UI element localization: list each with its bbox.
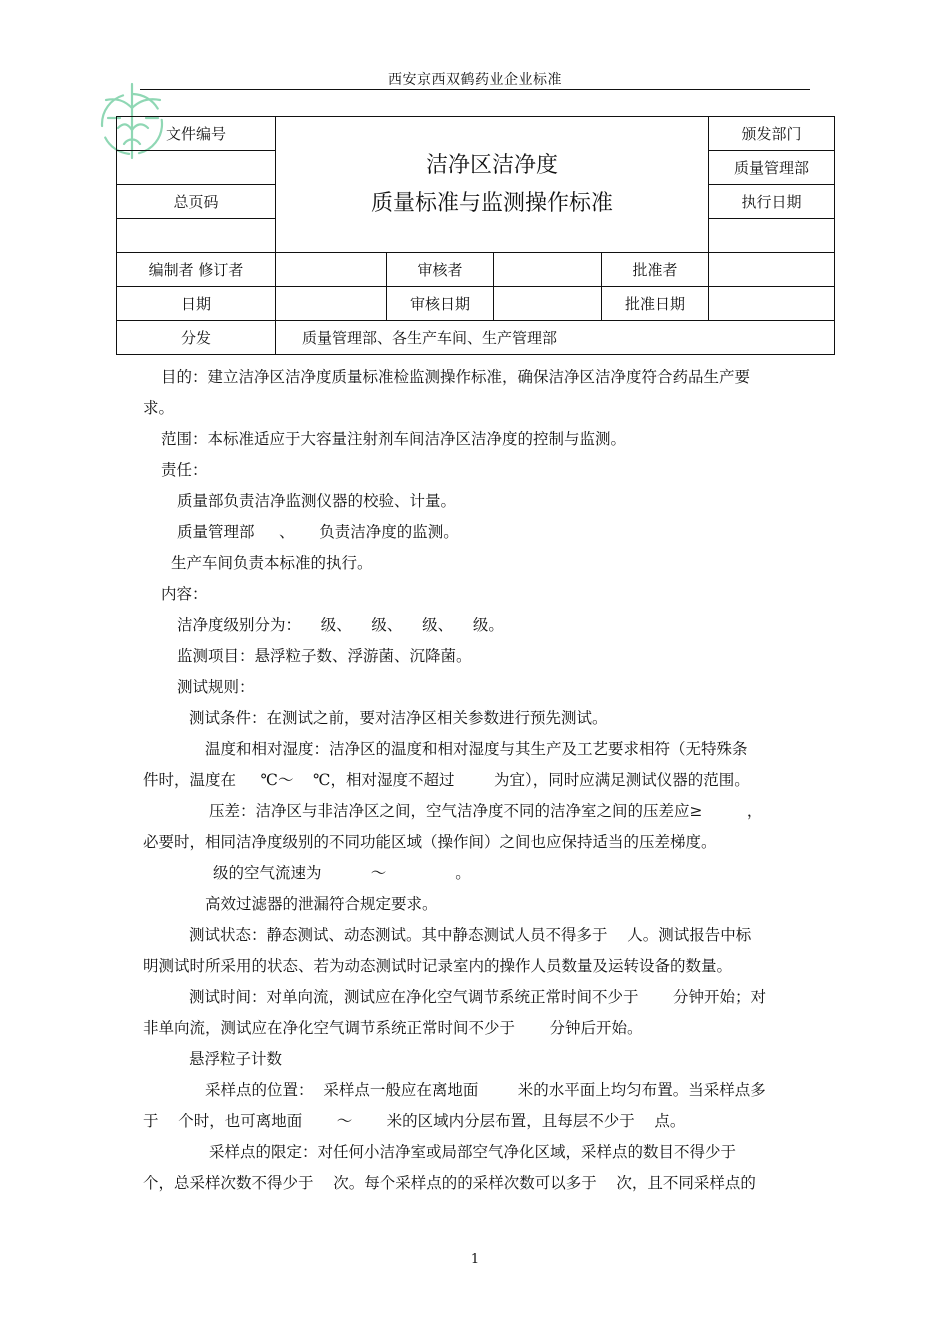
doc-no-label: 文件编号 [117,117,276,151]
temperature-humidity-line-cont: 件时，温度在 ℃～ ℃，相对湿度不超过 为宜），同时应满足测试仪器的范围。 [143,771,750,789]
page-number: 1 [470,1252,480,1267]
approve-date-value [709,287,835,321]
document-body [143,362,803,1199]
effective-date-value [709,219,835,253]
date-label: 日期 [117,287,276,321]
distribution-label: 分发 [117,321,276,355]
test-time-line: 测试时间：对单向流，测试应在净化空气调节系统正常时间不少于 分钟开始；对 [189,988,766,1006]
responsibility-line: 生产车间负责本标准的执行。 [171,554,373,572]
pressure-difference-line-cont: 必要时，相同洁净度级别的不同功能区域（操作间）之间也应保持适当的压差梯度。 [143,833,717,851]
author-label: 编制者 修订者 [117,253,276,287]
reviewer-label: 审核者 [387,253,494,287]
cleanliness-levels-line: 洁净度级别分为： 级、 级、 级、 级。 [177,616,504,634]
company-standard-header: 西安京西双鹤药业企业标准 [388,72,562,88]
purpose-line: 目的：建立洁净区洁净度质量标准检监测操作标准，确保洁净区洁净度符合药品生产要 [161,368,751,386]
issuing-dept-value: 质量管理部 [709,151,835,185]
distribution-value: 质量管理部、各生产车间、生产管理部 [276,321,835,355]
total-pages-value [117,219,276,253]
test-state-line: 测试状态：静态测试、动态测试。其中静态测试人员不得多于 人。测试报告中标 [189,926,752,944]
approver-label: 批准者 [602,253,709,287]
reviewer-value [494,253,602,287]
test-rules-heading: 测试规则： [177,678,255,696]
total-pages-label: 总页码 [117,185,276,219]
approve-date-label: 批准日期 [602,287,709,321]
sampling-limit-line: 采样点的限定：对任何小洁净室或局部空气净化区域，采样点的数目不得少于 [209,1143,737,1161]
responsibility-line: 质量部负责洁净监测仪器的校验、计量。 [177,492,457,510]
temperature-humidity-line: 温度和相对湿度：洁净区的温度和相对湿度与其生产及工艺要求相符（无特殊条 [205,740,748,758]
review-date-label: 审核日期 [387,287,494,321]
effective-date-label: 执行日期 [709,185,835,219]
test-time-line-cont: 非单向流，测试应在净化空气调节系统正常时间不少于 分钟后开始。 [143,1019,643,1037]
sampling-limit-line-cont: 个，总采样次数不得少于 次。每个采样点的的采样次数可以多于 次，且不同采样点的 [143,1174,756,1192]
issuing-dept-label: 颁发部门 [709,117,835,151]
pressure-difference-line: 压差：洁净区与非洁净区之间，空气洁净度不同的洁净室之间的压差应≥ ， [209,802,763,820]
monitoring-items-line: 监测项目：悬浮粒子数、浮游菌、沉降菌。 [177,647,472,665]
author-value [276,253,387,287]
content-heading: 内容： [161,585,208,603]
scope-line: 范围：本标准适应于大容量注射剂车间洁净区洁净度的控制与监测。 [161,430,627,448]
hepa-filter-line: 高效过滤器的泄漏符合规定要求。 [205,895,438,913]
sampling-position-line-cont: 于 个时，也可离地面 ～ 米的区域内分层布置，且每层不少于 点。 [143,1112,686,1130]
sampling-position-line: 采样点的位置： 采样点一般应在离地面 米的水平面上均匀布置。当采样点多 [205,1081,766,1099]
responsibility-heading: 责任： [161,461,208,479]
doc-no-value [117,151,276,185]
date-value [276,287,387,321]
airflow-velocity-line: 级的空气流速为 ～ 。 [213,864,471,882]
responsibility-line: 质量管理部 、 负责洁净度的监测。 [177,523,459,541]
test-conditions-line: 测试条件：在测试之前，要对洁净区相关参数进行预先测试。 [189,709,608,727]
document-meta-table [116,116,835,355]
test-state-line-cont: 明测试时所采用的状态、若为动态测试时记录室内的操作人员数量及运转设备的数量。 [143,957,733,975]
document-title-line1: 洁净区洁净度 [426,152,559,178]
particle-count-heading: 悬浮粒子计数 [189,1050,283,1068]
purpose-line-cont: 求。 [143,399,175,417]
document-title-line2: 质量标准与监测操作标准 [371,190,614,216]
document-title [276,117,709,253]
header-rule [140,89,810,90]
approver-value [709,253,835,287]
review-date-value [494,287,602,321]
